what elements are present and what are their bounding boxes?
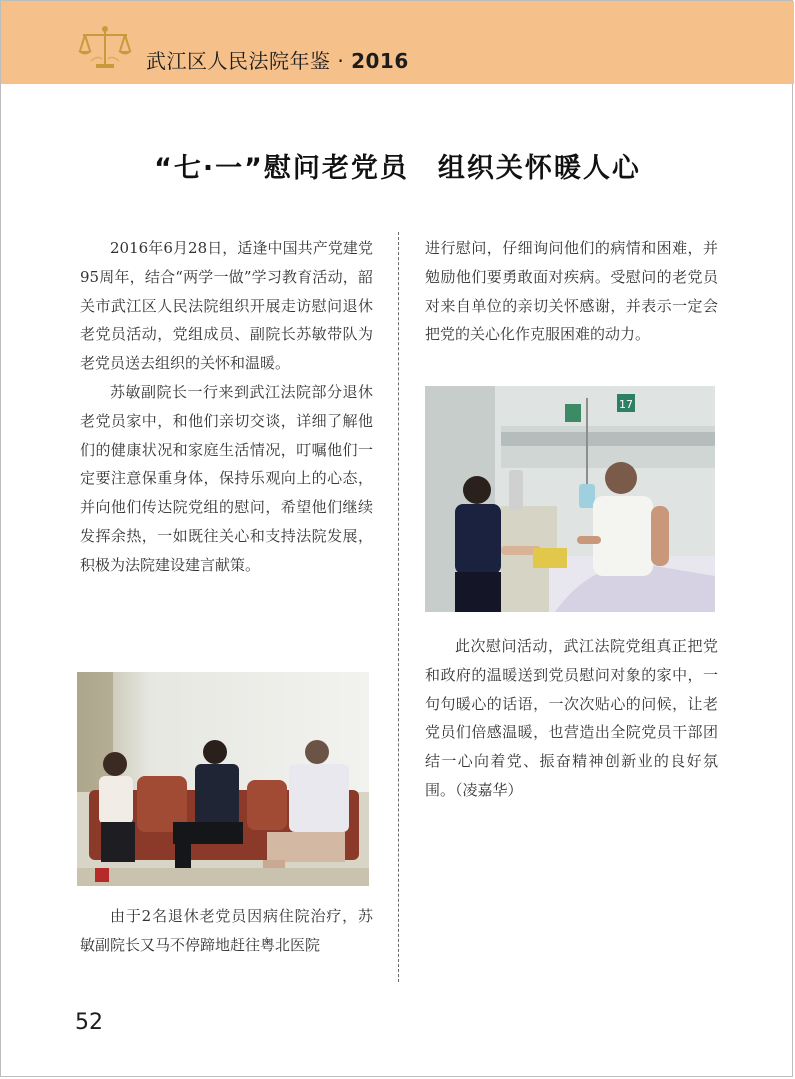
page-number: 52	[75, 1010, 103, 1035]
room-number-sign: 17	[619, 398, 633, 411]
right-column-top	[425, 234, 718, 349]
paragraph-3: 进行慰问，仔细询问他们的病情和困难，并勉励他们要勇敢面对疾病。受慰问的老党员对来自单位的亲切关怀感谢，并表示一定会把党的关心化作克服困难的动力。	[425, 239, 718, 344]
title-separator: ·	[337, 49, 345, 73]
page-header	[1, 1, 794, 84]
yearbook-title	[146, 45, 409, 74]
hospital-visit-photo	[425, 386, 715, 612]
column-divider	[398, 232, 399, 982]
left-column-bottom	[80, 902, 373, 960]
left-column-top	[80, 234, 373, 580]
paragraph-2: 苏敏副院长一行来到武江法院部分退休老党员家中，和他们亲切交谈，详细了解他们的健康状况和家庭生活情况，叮嘱他们一定要注意保重身体，保持乐观向上的心态，并向他们传达院党组的慰问，希望他们继续发挥余热，一如既往关心和支持法院发展，积极为法院建设建言献策。	[80, 382, 373, 574]
paragraph-5: 由于2名退休老党员因病住院治疗，苏敏副院长又马不停蹄地赶往粤北医院	[80, 907, 373, 954]
home-visit-photo	[77, 672, 369, 886]
paragraph-4: 此次慰问活动，武江法院党组真正把党和政府的温暖送到党员慰问对象的家中，一句句暖心的话语，一次次贴心的问候，让老党员们倍感温暖，也营造出全院党员干部团结一心向着党、振奋精神创新业的良好氛围。（凌嘉华）	[425, 637, 718, 799]
right-column-bottom	[425, 632, 718, 805]
scales-of-justice-icon	[77, 25, 133, 71]
yearbook-name: 武江区人民法院年鉴	[146, 49, 331, 73]
paragraph-1: 2016年6月28日，适逢中国共产党建党95周年，结合“两学一做”学习教育活动，韶关市武江区人民法院组织开展走访慰问退休老党员活动，党组成员、副院长苏敏带队为老党员送去组织的关怀和温暖。	[80, 239, 373, 373]
yearbook-year: 2016	[351, 49, 409, 73]
article-title: “七·一”慰问老党员 组织关怀暖人心	[154, 153, 641, 184]
